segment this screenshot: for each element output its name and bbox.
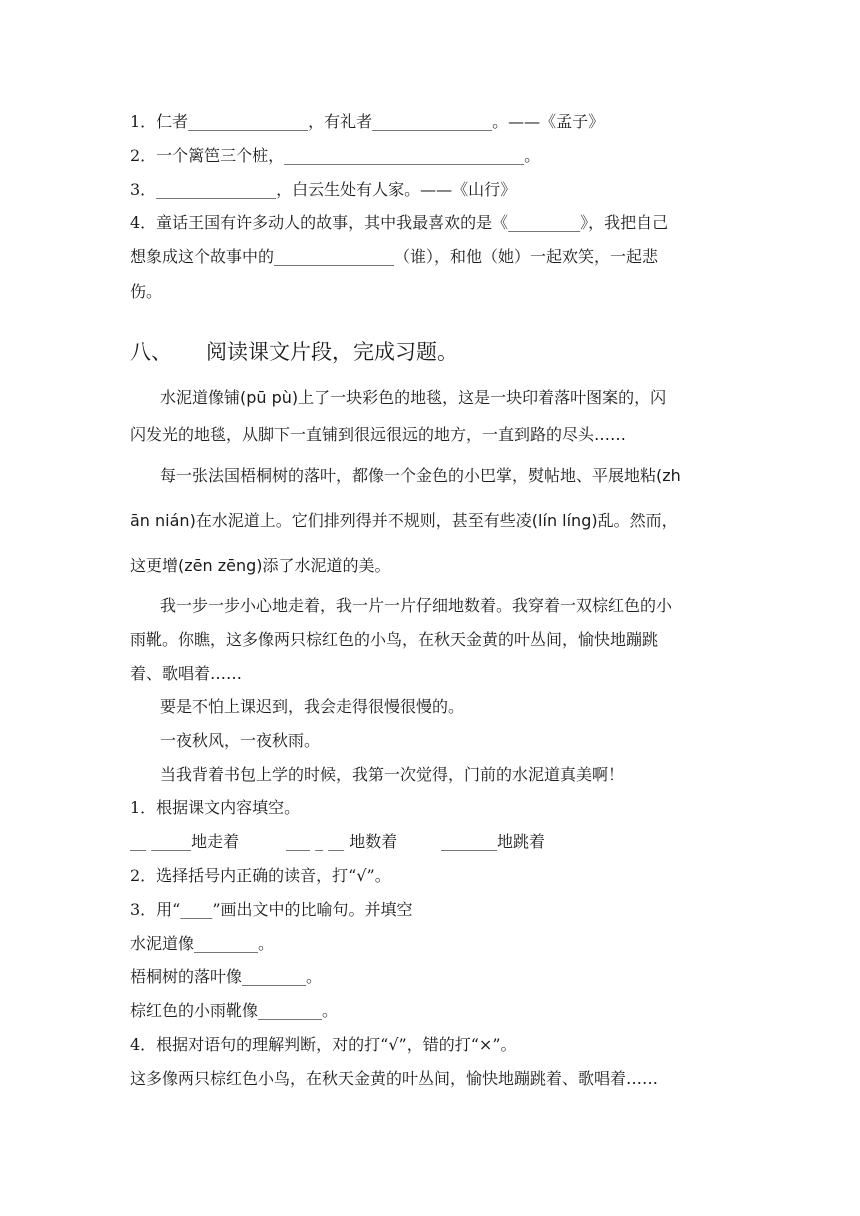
passage-p5: 一夜秋风，一夜秋雨。 — [160, 731, 321, 750]
fill-blank-item-4-line-3: 伤。 — [130, 282, 163, 301]
question-2: 2．选择括号内正确的读音，打“√”。 — [130, 866, 391, 885]
fill-blank-item-4-line-1: 4．童话王国有许多动人的故事，其中我最喜欢的是《_________》，我把自己 — [130, 213, 669, 232]
section-title: 阅读课文片段，完成习题。 — [206, 340, 458, 364]
passage-p1-line-1: 水泥道像铺(pū pù)上了一块彩色的地毯，这是一块印着落叶图案的，闪 — [160, 388, 667, 407]
question-3: 3．用“____”画出文中的比喻句。并填空 — [130, 900, 413, 919]
passage-p3-line-3: 着、歌唱着…… — [130, 664, 243, 683]
question-1-blank-1: __ _____地走着 — [130, 832, 240, 851]
fill-blank-item-1: 1．仁者_______________，有礼者_______________。——《孟子》 — [130, 112, 605, 131]
question-3-item-a: 水泥道像________。 — [130, 934, 275, 953]
passage-p1-line-2: 闪发光的地毯，从脚下一直铺到很远很远的地方，一直到路的尽头…… — [130, 425, 627, 444]
question-4: 4．根据对语句的理解判断，对的打“√”，错的打“×”。 — [130, 1035, 517, 1054]
passage-p6: 当我背着书包上学的时候，我第一次觉得，门前的水泥道真美啊！ — [160, 765, 625, 784]
section-heading — [130, 338, 458, 366]
section-number: 八、 — [130, 340, 172, 364]
passage-p2-line-1: 每一张法国梧桐树的落叶，都像一个金色的小巴掌，熨帖地、平展地粘(zh — [160, 466, 681, 485]
passage-p2-line-3: 这更增(zēn zēng)添了水泥道的美。 — [130, 556, 391, 575]
fill-blank-item-4-line-2: 想象成这个故事中的_______________（谁），和他（她）一起欢笑，一起悲 — [130, 247, 659, 266]
question-4-sentence: 这多像两只棕红色小鸟，在秋天金黄的叶丛间，愉快地蹦跳着、歌唱着…… — [130, 1069, 659, 1088]
question-1-blank-3: _______地跳着 — [441, 832, 546, 851]
question-3-item-c: 棕红色的小雨靴像________。 — [130, 1001, 339, 1020]
fill-blank-item-3: 3．_______________，白云生处有人家。——《山行》 — [130, 180, 517, 199]
fill-blank-item-2: 2．一个篱笆三个桩，______________________________。 — [130, 146, 541, 165]
question-3-item-b: 梧桐树的落叶像________。 — [130, 967, 323, 986]
question-1: 1．根据课文内容填空。 — [130, 798, 301, 817]
passage-p4: 要是不怕上课迟到，我会走得很慢很慢的。 — [160, 697, 465, 716]
passage-p3-line-1: 我一步一步小心地走着，我一片一片仔细地数着。我穿着一双棕红色的小 — [160, 596, 673, 615]
passage-p2-line-2: ān nián)在水泥道上。它们排列得并不规则，甚至有些凌(lín líng)乱。然而， — [130, 511, 678, 530]
question-1-blank-2: ___ _ __ 地数着 — [286, 832, 398, 851]
passage-p3-line-2: 雨靴。你瞧，这多像两只棕红色的小鸟，在秋天金黄的叶丛间，愉快地蹦跳 — [130, 630, 659, 649]
